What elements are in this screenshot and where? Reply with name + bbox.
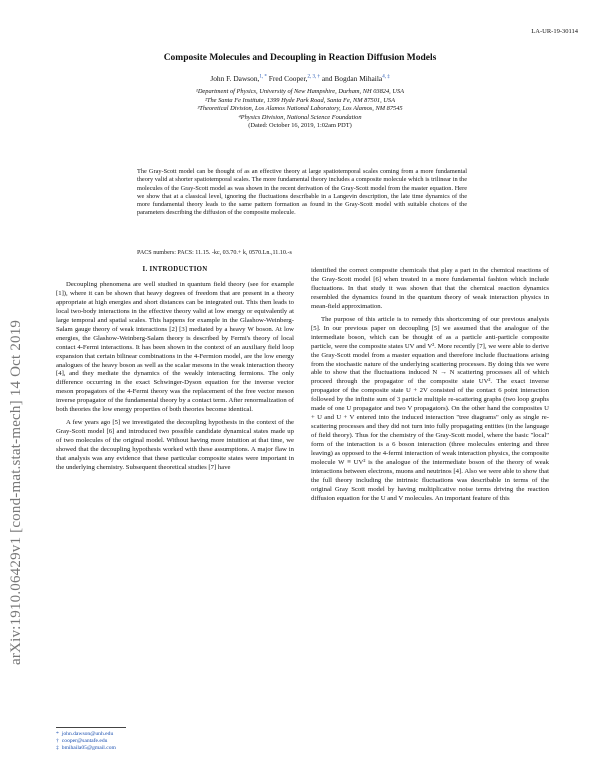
- date-line: (Dated: October 16, 2019, 1:02am PDT): [248, 122, 352, 130]
- abstract: The Gray-Scott model can be thought of as an effective theory at large spatiotemporal scales coming from a more fundamental theory valid at shorter spatiotemporal scales. The more fundamental theory includes a composite molecule which is trilinear in the molecules of the Gray-Scott model as was shown in the recent derivation of the Gray-Scott model from the master equation. Here we show that at a classical level, ignoring the fluctuations describable in a Langevin description, the late time dynamics of the more fundamental theory leads to the same pattern formation as found in the Gray-Scott model with suitable choices of the parameters describing the diffusion of the composite molecule.: [137, 168, 467, 217]
- author-mihaila: Bogdan Mihaila: [334, 74, 383, 83]
- pacs-numbers: PACS numbers: PACS: 11.15. -kc, 03.70.+ k, 0570.Ln.,11.10.-s: [137, 250, 292, 256]
- author-list: [0, 74, 600, 83]
- footnote-1: * john.dawson@unh.edu: [56, 731, 114, 737]
- author-separator: and: [321, 74, 333, 83]
- author-dawson-marks[interactable]: 1, *: [259, 74, 267, 80]
- right-column: [311, 267, 549, 508]
- section-heading: I. INTRODUCTION: [142, 266, 208, 273]
- email-link-mihaila[interactable]: bmihaila05@gmail.com: [61, 745, 116, 752]
- author-cooper-marks[interactable]: 2, 3, †: [307, 74, 320, 80]
- affiliation-3: ³Theoretical Division, Los Alamos National Laboratory, Los Alamos, NM 87545: [197, 105, 403, 113]
- footnote-2: † cooper@santafe.edu: [56, 738, 108, 745]
- footnote-3: ‡ bmihaila05@gmail.com: [56, 745, 116, 752]
- affiliation-1: ¹Department of Physics, University of New Hampshire, Durham, NH 03824, USA: [195, 88, 405, 95]
- author-cooper: Fred Cooper,: [268, 74, 308, 83]
- affiliation-2: ²The Santa Fe Institute, 1399 Hyde Park Road, Santa Fe, NM 87501, USA: [204, 96, 396, 104]
- affiliations: [0, 88, 600, 131]
- email-link-dawson[interactable]: john.dawson@unh.edu: [61, 731, 114, 737]
- arxiv-identifier[interactable]: arXiv:1910.06429v1 [cond-mat.stat-mech] 14 Oct 2019: [8, 319, 24, 665]
- paper-title: Composite Molecules and Decoupling in Reaction Diffusion Models: [163, 53, 437, 63]
- affiliation-4: ⁴Physics Division, National Science Foundation: [238, 113, 362, 121]
- author-dawson: John F. Dawson,: [210, 74, 260, 83]
- email-link-cooper[interactable]: cooper@santafe.edu: [61, 738, 108, 745]
- report-number: LA-UR-19-30114: [531, 28, 578, 35]
- right-paragraph-2: The purpose of this article is to remedy this shortcoming of our previous analysis [5]. In our previous paper on decoupling [5] we assumed that the analogue of the intermediate boson, which can be thought of as a particle anti-particle composite particle, were the composite states UV and V². More recently [7], we were able to derive the Gray-Scott model from a master equation and therefore include fluctuations arising from the stochastic nature of the underlying scattering processes. By doing this we were able to show that the fluctuations induced N → N scattering processes all of which proceed through the propagator of the composite state UV². The exact inverse propagator of the composite state U + 2V consisted of the contact 6 point interaction followed by the infinite sum of 3 particle multiple re-scattering graphs (two loop graphs made of one U propagator and two V propagators). On the other hand the composites U + U and U + V entered into the induced interaction "tree diagrams" only as single re-scattering processes and they did not turn into fully propagating entities (in the language of field theory). Thus for the chemistry of the Gray-Scott model, where the basic "local" form of the interaction is a 6 boson interaction (three molecules entering and three leaving) as opposed to the 4-fermi interaction of weak interaction physics, the composite molecule W ≡ UV² is the analogue of the intermediate boson of the theory of weak interactions between electrons, muons and neutrinos [4]. Also we were able to show that the full theory including the intrinsic fluctuations was describable in terms of the original Gray Scott model by having multiplicative noise terms driving the reaction diffusion equation for the U and V molecules. An important feature of this: [311, 315, 549, 502]
- footnotes: [56, 731, 294, 753]
- left-paragraph-2: A few years ago [5] we investigated the decoupling hypothesis in the context of the Gray-Scott model [6] and introduced two possible candidate dynamical states made up of two molecules of the original model. Without having more intuition at that time, we showed that the decoupling hypothesis worked with these assumptions. A major flaw in that analysis was any evidence that these particular composite states were important in the underlying chemistry. Subsequent theoretical studies [7] have: [56, 419, 294, 472]
- right-paragraph-1: identified the correct composite chemicals that play a part in the chemical reactions of the Gray-Scott model [6] when treated in a more fundamental fashion which include fluctuations. In that study it was shown that that the chemical reaction dynamics resembled the dynamics found in the quantum theory of weak interaction physics in mean-field approximation.: [311, 267, 549, 310]
- left-paragraph-1: Decoupling phenomena are well studied in quantum field theory (see for example [1]), where it can be shown that heavy degrees of freedom that are present in a theory appropriate at high energies and short distances can be integrated out. This then leads to local two-body interactions in the effective theory valid at low energy or equivalently at large temporal and spatial scales. This happens for example in the Glashow-Weinberg-Salam gauge theory of weak interactions [2] [3] mediated by a heavy W boson. At low energies, the Glashow-Weinberg-Salam theory is described by Fermi's theory of local contact 4-Fermi interactions. It has been shown in the context of an auxiliary field loop expansion that certain bilinear combinations in the 4-Fermion model, are the low energy analogues of the heavy boson as well as the scalar mesons in the weak interaction theory [4], and they mediate the dynamics of the weakly interacting fermions. The only difference occurring in the exact Schwinger-Dyson equation for the inverse vector meson propagators of the 4-Fermi theory was the replacement of the free vector meson inverse propagator of the fundamental theory by a contact term. After renormalization of both theories the low energy properties of both theories become identical.: [56, 280, 294, 414]
- footnote-rule: [56, 727, 126, 728]
- author-mihaila-marks[interactable]: 4, ‡: [382, 74, 390, 80]
- left-column: [56, 266, 294, 477]
